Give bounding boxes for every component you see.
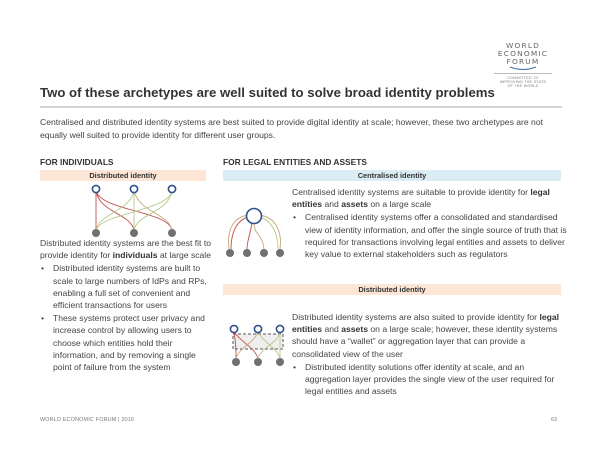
lead-bold: assets — [341, 199, 368, 210]
lead-bold: legal entities — [292, 312, 560, 335]
logo-tagline — [494, 73, 552, 89]
lead-text: and — [322, 199, 342, 210]
bullet-item: • Distributed identity systems are built to scale to large numbers of IdPs and RPs, enabling a full set of convenient and efficient transactions for users — [53, 262, 215, 311]
identity-provider-node — [254, 325, 261, 332]
legal-centralised-band: Centralised identity — [223, 170, 561, 181]
logo-swoosh-icon — [508, 66, 538, 71]
central-identity-provider-node — [247, 209, 262, 224]
lead-text: at large scale — [157, 250, 212, 261]
user-node — [243, 249, 251, 257]
bullet-item: • These systems protect user privacy and increase control by allowing users to choose which entities hold their information, and by removing a single point of failure from the system — [53, 312, 215, 373]
legal-centralised-body — [292, 186, 567, 261]
distributed-lead — [292, 311, 567, 360]
centralised-identity-diagram — [222, 205, 288, 265]
title-divider — [40, 106, 562, 108]
page-title: Two of these archetypes are well suited to solve broad identity problems — [40, 85, 495, 100]
logo-line-3: FORUM — [506, 57, 540, 66]
link — [254, 223, 264, 249]
centralised-lead — [292, 186, 567, 210]
user-node — [226, 249, 234, 257]
identity-provider-node — [276, 325, 283, 332]
identity-provider-node — [92, 185, 99, 192]
lead-text: Distributed identity systems are also suited to provide identity for — [292, 312, 540, 322]
distributed-wallet-diagram — [224, 325, 288, 375]
individuals-bullets — [40, 262, 215, 373]
individuals-distributed-band: Distributed identity — [40, 170, 206, 181]
distributed-bullets — [292, 361, 567, 398]
lead-text: on a large scale — [367, 199, 432, 210]
user-node — [168, 229, 176, 237]
lead-text: and — [322, 324, 342, 335]
identity-provider-node — [130, 185, 137, 192]
user-node — [254, 358, 262, 366]
user-node — [276, 358, 284, 366]
footer-source: WORLD ECONOMIC FORUM | 2016 — [40, 417, 135, 423]
bullet-item: • Distributed identity solutions offer identity at scale, and an aggregation layer provides the single view of the user required for legal entities and assets — [305, 361, 567, 398]
legal-entities-heading: FOR LEGAL ENTITIES AND ASSETS — [223, 157, 367, 167]
user-node — [276, 249, 284, 257]
link — [247, 223, 252, 249]
logo-tagline-1: COMMITTED TO — [507, 76, 539, 80]
bullet-item: • Centralised identity systems offer a consolidated and standardised view of identity information, and offer the single source of truth that is required for transactions involving legal entities and assets to deliver key value to external stakeholders such as regulators — [305, 211, 567, 260]
aggregation-layer-box — [233, 334, 283, 349]
logo-tagline-3: OF THE WORLD — [507, 84, 539, 89]
lead-text: on a large scale; however, these identity systems should have a “wallet” or aggregation layer that can provide a consolidated view of the user — [292, 324, 558, 359]
distributed-identity-diagram — [80, 183, 170, 239]
user-node — [260, 249, 268, 257]
user-node — [130, 229, 138, 237]
lead-bold: legal entities — [292, 187, 550, 210]
individuals-lead — [40, 237, 215, 261]
individuals-body — [40, 237, 215, 374]
identity-provider-node — [168, 185, 175, 192]
logo-line-1: WORLD — [505, 41, 541, 50]
link — [259, 215, 280, 249]
lead-text: Centralised identity systems are suitable to provide identity for — [292, 187, 531, 197]
logo-tagline-2: IMPROVING THE STATE — [499, 80, 547, 85]
intro-paragraph: Centralised and distributed identity systems are best suited to provide digital identity at scale; however, these two archetypes are not equally well suited to provide identity for different user groups. — [40, 117, 544, 140]
lead-bold: assets — [341, 324, 368, 335]
lead-bold: individuals — [112, 250, 158, 261]
wef-logo — [488, 42, 558, 89]
individuals-heading: FOR INDIVIDUALS — [40, 157, 114, 167]
centralised-bullets — [292, 211, 567, 260]
identity-provider-node — [230, 325, 237, 332]
legal-distributed-body — [292, 311, 567, 398]
legal-distributed-band: Distributed identity — [223, 284, 561, 295]
page-number: 63 — [551, 417, 557, 423]
user-node — [232, 358, 240, 366]
lead-text: Distributed identity systems are the best fit to provide identity for — [40, 238, 211, 261]
logo-line-2: ECONOMIC — [497, 49, 549, 58]
user-node — [92, 229, 100, 237]
